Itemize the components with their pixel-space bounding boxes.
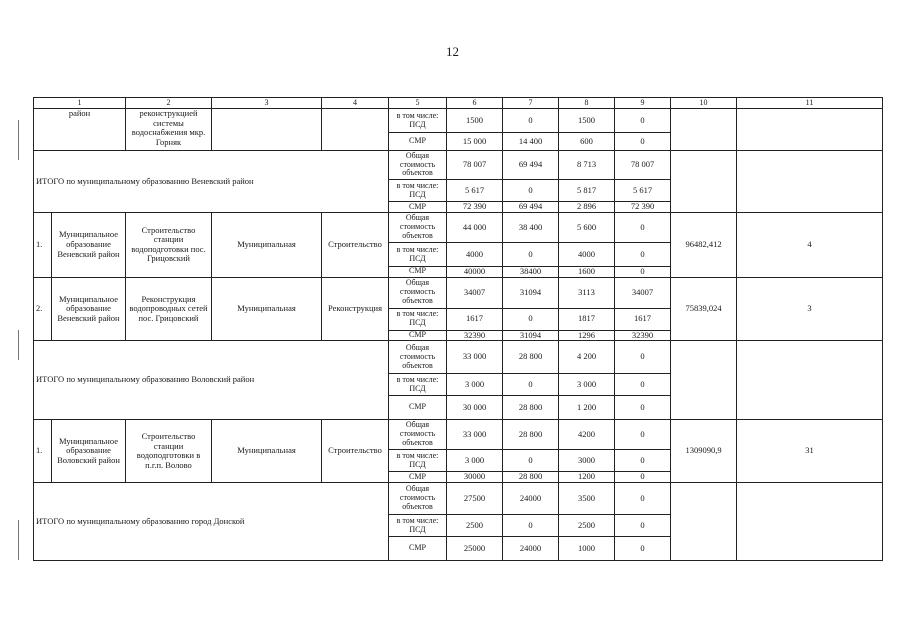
value-cell: 78 007 [447, 151, 503, 180]
value-cell: 1296 [559, 330, 615, 341]
total-title: ИТОГО по муниципальному образованию город Донской [34, 483, 389, 561]
column-header: 6 [447, 98, 503, 109]
column-header: 7 [503, 98, 559, 109]
value-cell: 0 [615, 472, 671, 483]
total-cost-label: Общая стоимость объектов [389, 151, 447, 180]
value-cell: 14 400 [503, 133, 559, 151]
column-header: 9 [615, 98, 671, 109]
table-row [34, 277, 883, 308]
psd-label: в том числе: ПСД [389, 243, 447, 267]
value-cell: 24000 [503, 483, 559, 515]
value-cell: 0 [503, 308, 559, 330]
psd-label: в том числе: ПСД [389, 308, 447, 330]
col11-cell [737, 109, 883, 151]
value-cell: 27500 [447, 483, 503, 515]
value-cell: 28 800 [503, 420, 559, 450]
value-cell: 3 000 [447, 450, 503, 472]
value-cell: 3 000 [447, 374, 503, 396]
col10-cell: 96482,412 [671, 213, 737, 278]
ownership-cell [212, 109, 322, 151]
value-cell: 1000 [559, 537, 615, 561]
value-cell: 28 800 [503, 341, 559, 374]
value-cell: 1600 [559, 267, 615, 278]
value-cell: 1500 [559, 109, 615, 133]
value-cell: 72 390 [615, 202, 671, 213]
total-cost-label: Общая стоимость объектов [389, 277, 447, 308]
value-cell: 1 200 [559, 396, 615, 420]
table-row [34, 341, 883, 374]
value-cell: 0 [615, 374, 671, 396]
col11-cell: 3 [737, 277, 883, 341]
col11-cell [737, 341, 883, 420]
municipality-cell: Муниципальное образование Воловский район [52, 420, 126, 483]
value-cell: 0 [503, 109, 559, 133]
value-cell: 0 [615, 109, 671, 133]
value-cell: 34007 [447, 277, 503, 308]
value-cell: 5 817 [559, 180, 615, 202]
smr-label: СМР [389, 202, 447, 213]
value-cell: 0 [615, 133, 671, 151]
ownership-cell: Муниципальная [212, 277, 322, 341]
work-type-cell: Строительство [322, 420, 389, 483]
margin-mark [18, 330, 19, 360]
smr-label: СМР [389, 537, 447, 561]
ownership-cell: Муниципальная [212, 420, 322, 483]
ownership-cell: Муниципальная [212, 213, 322, 278]
smr-label: СМР [389, 396, 447, 420]
value-cell: 4200 [559, 420, 615, 450]
column-header: 3 [212, 98, 322, 109]
value-cell: 5 617 [615, 180, 671, 202]
value-cell: 0 [615, 450, 671, 472]
value-cell: 30 000 [447, 396, 503, 420]
value-cell: 0 [503, 515, 559, 537]
value-cell: 30000 [447, 472, 503, 483]
psd-label: в том числе: ПСД [389, 515, 447, 537]
total-cost-label: Общая стоимость объектов [389, 483, 447, 515]
municipality-cell: район [34, 109, 126, 151]
value-cell: 2500 [559, 515, 615, 537]
value-cell: 600 [559, 133, 615, 151]
budget-table [33, 97, 883, 561]
total-cost-label: Общая стоимость объектов [389, 213, 447, 243]
value-cell: 2 896 [559, 202, 615, 213]
total-title: ИТОГО по муниципальному образованию Воловский район [34, 341, 389, 420]
value-cell: 5 600 [559, 213, 615, 243]
smr-label: СМР [389, 267, 447, 278]
psd-label: в том числе: ПСД [389, 450, 447, 472]
value-cell: 0 [615, 243, 671, 267]
value-cell: 0 [615, 396, 671, 420]
col11-cell [737, 483, 883, 561]
value-cell: 4 200 [559, 341, 615, 374]
value-cell: 72 390 [447, 202, 503, 213]
object-cell: Реконструкция водопроводных сетей пос. Грицовский [126, 277, 212, 341]
work-type-cell: Реконструкция [322, 277, 389, 341]
value-cell: 78 007 [615, 151, 671, 180]
column-header: 2 [126, 98, 212, 109]
col10-cell [671, 109, 737, 151]
col10-cell: 1309090,9 [671, 420, 737, 483]
work-type-cell [322, 109, 389, 151]
page-number: 12 [446, 44, 459, 59]
value-cell: 1500 [447, 109, 503, 133]
table-row [34, 420, 883, 450]
total-title: ИТОГО по муниципальному образованию Веневский район [34, 151, 389, 213]
value-cell: 33 000 [447, 420, 503, 450]
value-cell: 3113 [559, 277, 615, 308]
value-cell: 0 [503, 180, 559, 202]
smr-label: СМР [389, 330, 447, 341]
object-cell: реконструкцией системы водоснабжения мкр. Горняк [126, 109, 212, 151]
value-cell: 28 800 [503, 396, 559, 420]
municipality-cell: Муниципальное образование Веневский район [52, 277, 126, 341]
row-index: 1. [34, 420, 52, 483]
header-row [34, 98, 883, 109]
value-cell: 0 [615, 267, 671, 278]
value-cell: 38 400 [503, 213, 559, 243]
margin-mark [18, 120, 19, 160]
value-cell: 44 000 [447, 213, 503, 243]
value-cell: 69 494 [503, 151, 559, 180]
value-cell: 31094 [503, 277, 559, 308]
value-cell: 34007 [615, 277, 671, 308]
psd-label: в том числе: ПСД [389, 180, 447, 202]
value-cell: 3500 [559, 483, 615, 515]
work-type-cell: Строительство [322, 213, 389, 278]
value-cell: 28 800 [503, 472, 559, 483]
value-cell: 8 713 [559, 151, 615, 180]
smr-label: СМР [389, 133, 447, 151]
column-header: 4 [322, 98, 389, 109]
object-cell: Строительство станции водоподготовки пос. Грицовский [126, 213, 212, 278]
value-cell: 0 [503, 450, 559, 472]
value-cell: 0 [615, 341, 671, 374]
total-cost-label: Общая стоимость объектов [389, 420, 447, 450]
table-row [34, 483, 883, 515]
col10-cell [671, 483, 737, 561]
municipality-cell: Муниципальное образование Веневский район [52, 213, 126, 278]
value-cell: 0 [615, 420, 671, 450]
value-cell: 40000 [447, 267, 503, 278]
value-cell: 0 [615, 213, 671, 243]
value-cell: 4000 [447, 243, 503, 267]
value-cell: 1617 [615, 308, 671, 330]
value-cell: 1200 [559, 472, 615, 483]
column-header: 1 [34, 98, 126, 109]
value-cell: 3 000 [559, 374, 615, 396]
value-cell: 31094 [503, 330, 559, 341]
col10-cell [671, 151, 737, 213]
column-header: 11 [737, 98, 883, 109]
value-cell: 0 [615, 483, 671, 515]
value-cell: 2500 [447, 515, 503, 537]
value-cell: 0 [615, 515, 671, 537]
col10-cell [671, 341, 737, 420]
total-cost-label: Общая стоимость объектов [389, 341, 447, 374]
value-cell: 0 [615, 537, 671, 561]
value-cell: 32390 [615, 330, 671, 341]
table-row [34, 213, 883, 243]
object-cell: Строительство станции водоподготовки в п.г.п. Волово [126, 420, 212, 483]
value-cell: 38400 [503, 267, 559, 278]
value-cell: 25000 [447, 537, 503, 561]
column-header: 5 [389, 98, 447, 109]
value-cell: 4000 [559, 243, 615, 267]
column-header: 10 [671, 98, 737, 109]
value-cell: 0 [503, 243, 559, 267]
smr-label: СМР [389, 472, 447, 483]
value-cell: 1817 [559, 308, 615, 330]
column-header: 8 [559, 98, 615, 109]
margin-mark [18, 520, 19, 560]
psd-label: в том числе: ПСД [389, 109, 447, 133]
col10-cell: 75839,024 [671, 277, 737, 341]
table-row [34, 109, 883, 133]
value-cell: 24000 [503, 537, 559, 561]
col11-cell: 31 [737, 420, 883, 483]
value-cell: 5 617 [447, 180, 503, 202]
value-cell: 3000 [559, 450, 615, 472]
table-row [34, 151, 883, 180]
value-cell: 69 494 [503, 202, 559, 213]
psd-label: в том числе: ПСД [389, 374, 447, 396]
col11-cell [737, 151, 883, 213]
value-cell: 1617 [447, 308, 503, 330]
value-cell: 0 [503, 374, 559, 396]
col11-cell: 4 [737, 213, 883, 278]
value-cell: 15 000 [447, 133, 503, 151]
row-index: 2. [34, 277, 52, 341]
row-index: 1. [34, 213, 52, 278]
value-cell: 32390 [447, 330, 503, 341]
value-cell: 33 000 [447, 341, 503, 374]
